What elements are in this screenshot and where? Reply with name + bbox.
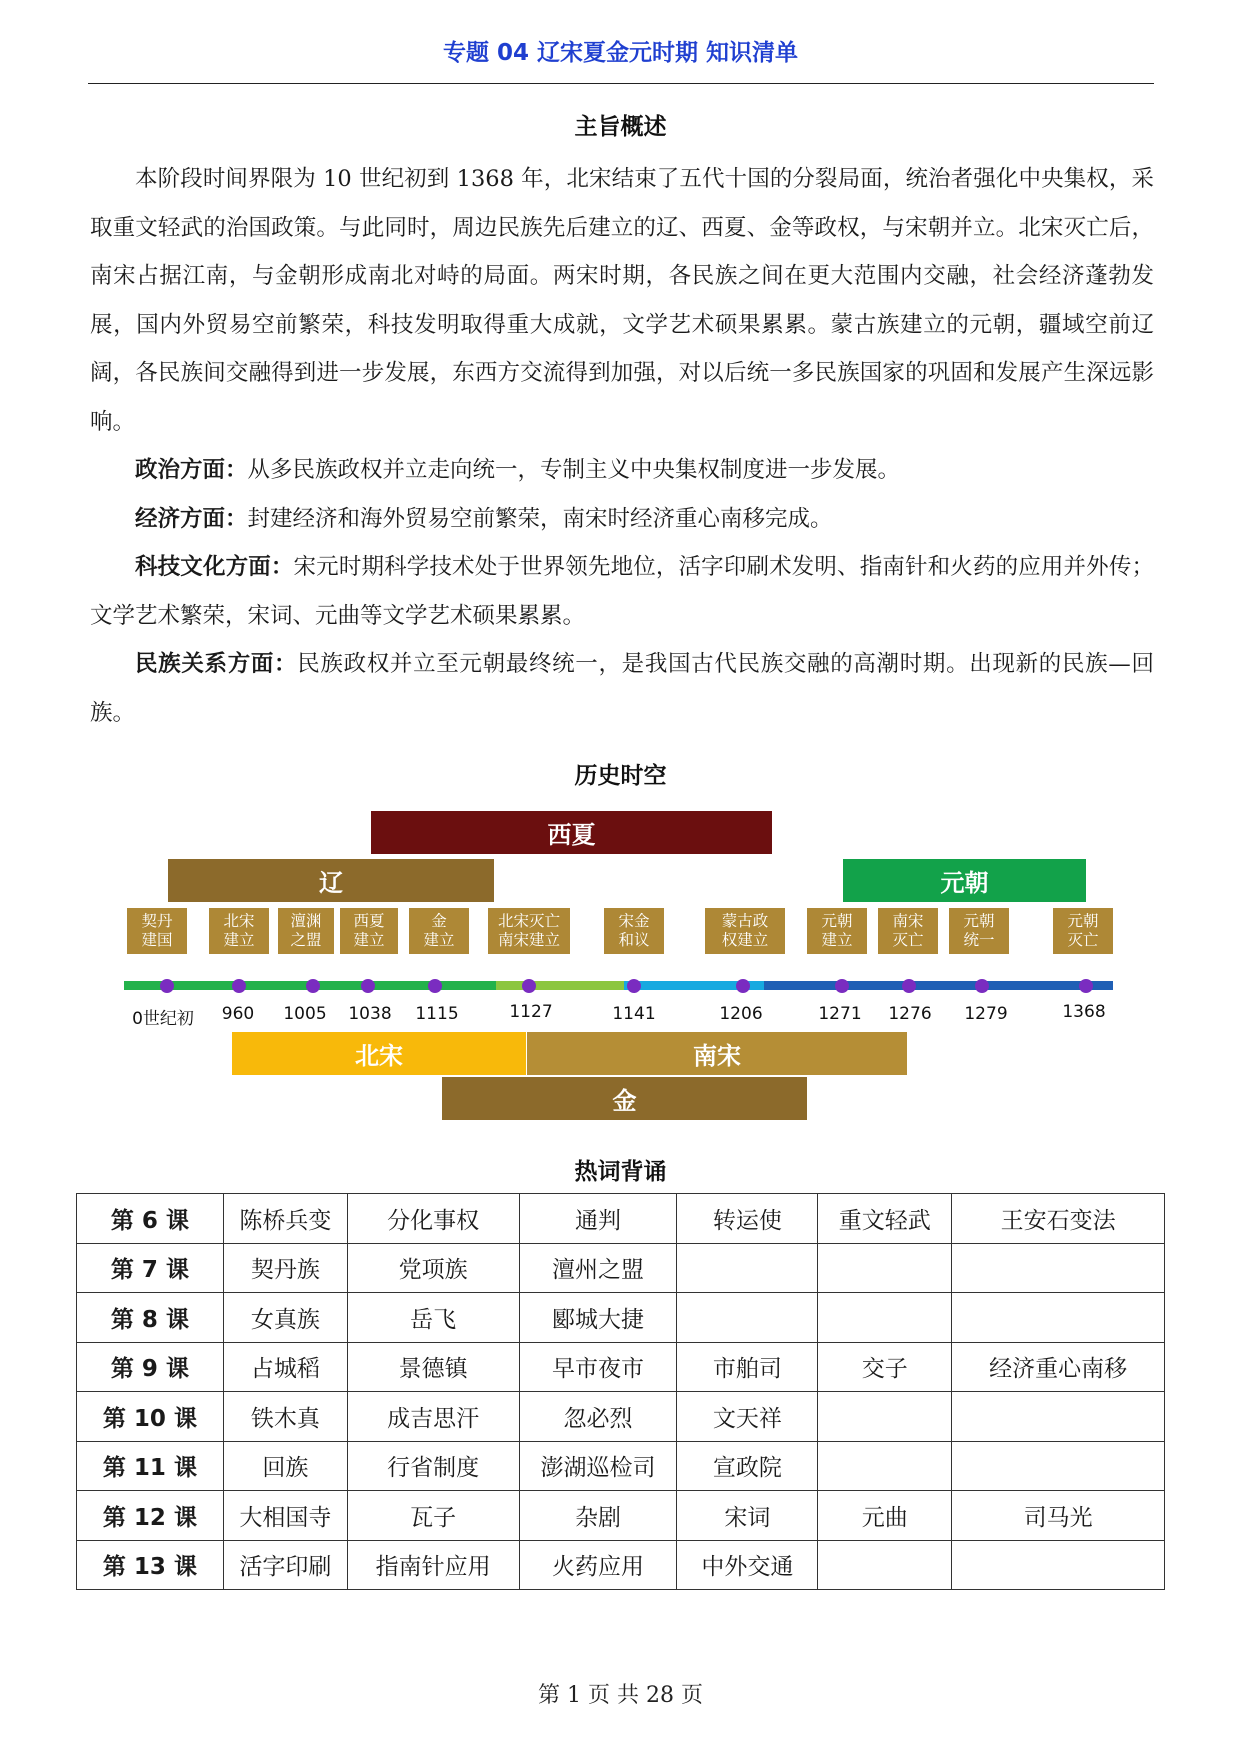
band-jin: 金 xyxy=(442,1077,807,1120)
term-cell xyxy=(818,1293,952,1343)
year-label: 1276 xyxy=(888,1004,932,1024)
term-cell xyxy=(818,1243,952,1293)
point-text: 宋元时期科学技术处于世界领先地位，活字印刷术发明、指南针和火药的应用并外传；文学艺术繁荣，宋词、元曲等文学艺术硕果累累。 xyxy=(90,554,1154,629)
table-row xyxy=(77,1540,1165,1590)
term-cell: 澶州之盟 xyxy=(519,1243,677,1293)
term-cell xyxy=(952,1293,1165,1343)
point-label: 科技文化方面： xyxy=(135,554,294,580)
table-row xyxy=(77,1342,1165,1392)
year-label: 1115 xyxy=(415,1004,459,1024)
term-cell: 早市夜市 xyxy=(519,1342,677,1392)
overview-body xyxy=(90,155,1154,737)
term-cell: 党项族 xyxy=(347,1243,519,1293)
term-cell: 郾城大捷 xyxy=(519,1293,677,1343)
term-cell xyxy=(952,1243,1165,1293)
point-label: 政治方面： xyxy=(135,457,248,483)
timeline-dot xyxy=(736,979,750,993)
term-cell: 成吉思汗 xyxy=(347,1392,519,1442)
timeline-dot xyxy=(160,979,174,993)
timeline-dot xyxy=(232,979,246,993)
timeline-dot xyxy=(1079,979,1093,993)
year-label: 1279 xyxy=(964,1004,1008,1024)
term-cell: 忽必烈 xyxy=(519,1392,677,1442)
terms-table-body xyxy=(77,1194,1165,1590)
table-row xyxy=(77,1194,1165,1244)
term-cell: 元曲 xyxy=(818,1491,952,1541)
table-row xyxy=(77,1293,1165,1343)
point-text: 封建经济和海外贸易空前繁荣，南宋时经济重心南移完成。 xyxy=(247,505,833,532)
timeline-dot xyxy=(835,979,849,993)
point-label: 民族关系方面： xyxy=(135,651,298,677)
term-cell: 火药应用 xyxy=(519,1540,677,1590)
event-label: 西夏 建立 xyxy=(340,908,398,954)
table-row xyxy=(77,1491,1165,1541)
term-cell: 中外交通 xyxy=(677,1540,818,1590)
term-cell: 经济重心南移 xyxy=(952,1342,1165,1392)
event-label: 元朝 建立 xyxy=(807,908,867,954)
timeline-dot xyxy=(306,979,320,993)
year-label: 1127 xyxy=(509,1002,553,1022)
point-economy xyxy=(90,495,1154,544)
term-cell: 通判 xyxy=(519,1194,677,1244)
term-cell: 瓦子 xyxy=(347,1491,519,1541)
term-cell: 铁木真 xyxy=(223,1392,347,1442)
header-divider xyxy=(88,83,1154,84)
timeline-dot xyxy=(522,979,536,993)
lesson-cell: 第 9 课 xyxy=(77,1342,224,1392)
term-cell: 活字印刷 xyxy=(223,1540,347,1590)
term-cell: 宋词 xyxy=(677,1491,818,1541)
term-cell: 市舶司 xyxy=(677,1342,818,1392)
event-label: 澶渊 之盟 xyxy=(278,908,334,954)
term-cell: 澎湖巡检司 xyxy=(519,1441,677,1491)
event-label: 南宋 灭亡 xyxy=(878,908,938,954)
term-cell xyxy=(818,1540,952,1590)
event-label: 北宋灭亡 南宋建立 xyxy=(488,908,570,954)
timeline-dot xyxy=(361,979,375,993)
point-politics xyxy=(90,446,1154,495)
point-science-culture xyxy=(90,543,1154,640)
term-cell: 文天祥 xyxy=(677,1392,818,1442)
term-cell: 司马光 xyxy=(952,1491,1165,1541)
term-cell: 行省制度 xyxy=(347,1441,519,1491)
point-label: 经济方面： xyxy=(135,505,248,532)
lesson-cell: 第 13 课 xyxy=(77,1540,224,1590)
term-cell: 回族 xyxy=(223,1441,347,1491)
event-label: 金 建立 xyxy=(409,908,469,954)
term-cell xyxy=(818,1441,952,1491)
event-label: 契丹 建国 xyxy=(127,908,187,954)
term-cell: 岳飞 xyxy=(347,1293,519,1343)
year-label: 960 xyxy=(221,1004,255,1024)
lesson-cell: 第 11 课 xyxy=(77,1441,224,1491)
lesson-cell: 第 7 课 xyxy=(77,1243,224,1293)
term-cell: 转运使 xyxy=(677,1194,818,1244)
event-label: 北宋 建立 xyxy=(209,908,269,954)
timeline-dot xyxy=(902,979,916,993)
term-cell xyxy=(677,1243,818,1293)
table-row xyxy=(77,1441,1165,1491)
point-ethnic-relations xyxy=(90,640,1154,737)
band-liao: 辽 xyxy=(168,859,494,902)
year-label: 1038 xyxy=(348,1004,392,1024)
term-cell: 契丹族 xyxy=(223,1243,347,1293)
term-cell: 指南针应用 xyxy=(347,1540,519,1590)
timeline-heading: 历史时空 xyxy=(574,763,667,789)
overview-heading: 主旨概述 xyxy=(574,114,667,140)
event-label: 元朝 统一 xyxy=(949,908,1009,954)
term-cell: 交子 xyxy=(818,1342,952,1392)
term-cell: 分化事权 xyxy=(347,1194,519,1244)
term-cell xyxy=(677,1293,818,1343)
year-label: 1206 xyxy=(719,1004,763,1024)
term-cell xyxy=(952,1540,1165,1590)
lesson-cell: 第 6 课 xyxy=(77,1194,224,1244)
timeline-dot xyxy=(627,979,641,993)
term-cell: 王安石变法 xyxy=(952,1194,1165,1244)
term-cell: 杂剧 xyxy=(519,1491,677,1541)
term-cell: 占城稻 xyxy=(223,1342,347,1392)
overview-intro: 本阶段时间界限为 10 世纪初到 1368 年，北宋结束了五代十国的分裂局面，统治者强化中央集权，采取重文轻武的治国政策。与此同时，周边民族先后建立的辽、西夏、金等政权，与宋朝并立。北宋灭亡后，南宋占据江南，与金朝形成南北对峙的局面。两宋时期，各民族之间在更大范围内交融，社会经济蓬勃发展，国内外贸易空前繁荣，科技发明取得重大成就，文学艺术硕果累累。蒙古族建立的元朝，疆域空前辽阔，各民族间交融得到进一步发展，东西方交流得到加强，对以后统一多民族国家的巩固和发展产生深远影响。 xyxy=(90,166,1154,435)
lesson-cell: 第 8 课 xyxy=(77,1293,224,1343)
year-label: 1368 xyxy=(1062,1002,1106,1022)
term-cell: 宣政院 xyxy=(677,1441,818,1491)
term-cell xyxy=(952,1441,1165,1491)
event-label: 元朝 灭亡 xyxy=(1053,908,1113,954)
timeline-dot xyxy=(428,979,442,993)
term-cell: 重文轻武 xyxy=(818,1194,952,1244)
lesson-cell: 第 12 课 xyxy=(77,1491,224,1541)
document-header-title: 专题 04 辽宋夏金元时期 知识清单 xyxy=(442,40,799,66)
term-cell: 大相国寺 xyxy=(223,1491,347,1541)
year-label: 1271 xyxy=(818,1004,862,1024)
term-cell xyxy=(818,1392,952,1442)
terms-heading: 热词背诵 xyxy=(574,1159,667,1185)
event-label: 蒙古政 权建立 xyxy=(705,908,785,954)
year-label: 0世纪初 xyxy=(132,1009,194,1029)
page-number: 第 1 页 共 28 页 xyxy=(538,1683,703,1708)
table-row xyxy=(77,1392,1165,1442)
term-cell: 景德镇 xyxy=(347,1342,519,1392)
lesson-cell: 第 10 课 xyxy=(77,1392,224,1442)
table-row xyxy=(77,1243,1165,1293)
terms-table xyxy=(76,1193,1165,1590)
timeline-dot xyxy=(975,979,989,993)
term-cell: 女真族 xyxy=(223,1293,347,1343)
term-cell xyxy=(952,1392,1165,1442)
band-yuan: 元朝 xyxy=(843,859,1086,902)
term-cell: 陈桥兵变 xyxy=(223,1194,347,1244)
timeline-axis-segment xyxy=(764,981,1113,990)
band-nansong: 南宋 xyxy=(527,1032,907,1075)
band-xixia: 西夏 xyxy=(371,811,772,854)
point-text: 民族政权并立至元朝最终统一，是我国古代民族交融的高潮时期。出现新的民族—回族。 xyxy=(90,651,1154,726)
year-label: 1005 xyxy=(283,1004,327,1024)
band-beisong: 北宋 xyxy=(232,1032,526,1075)
timeline-axis-segment xyxy=(496,981,624,990)
point-text: 从多民族政权并立走向统一，专制主义中央集权制度进一步发展。 xyxy=(247,457,901,483)
event-label: 宋金 和议 xyxy=(604,908,664,954)
year-label: 1141 xyxy=(612,1004,656,1024)
